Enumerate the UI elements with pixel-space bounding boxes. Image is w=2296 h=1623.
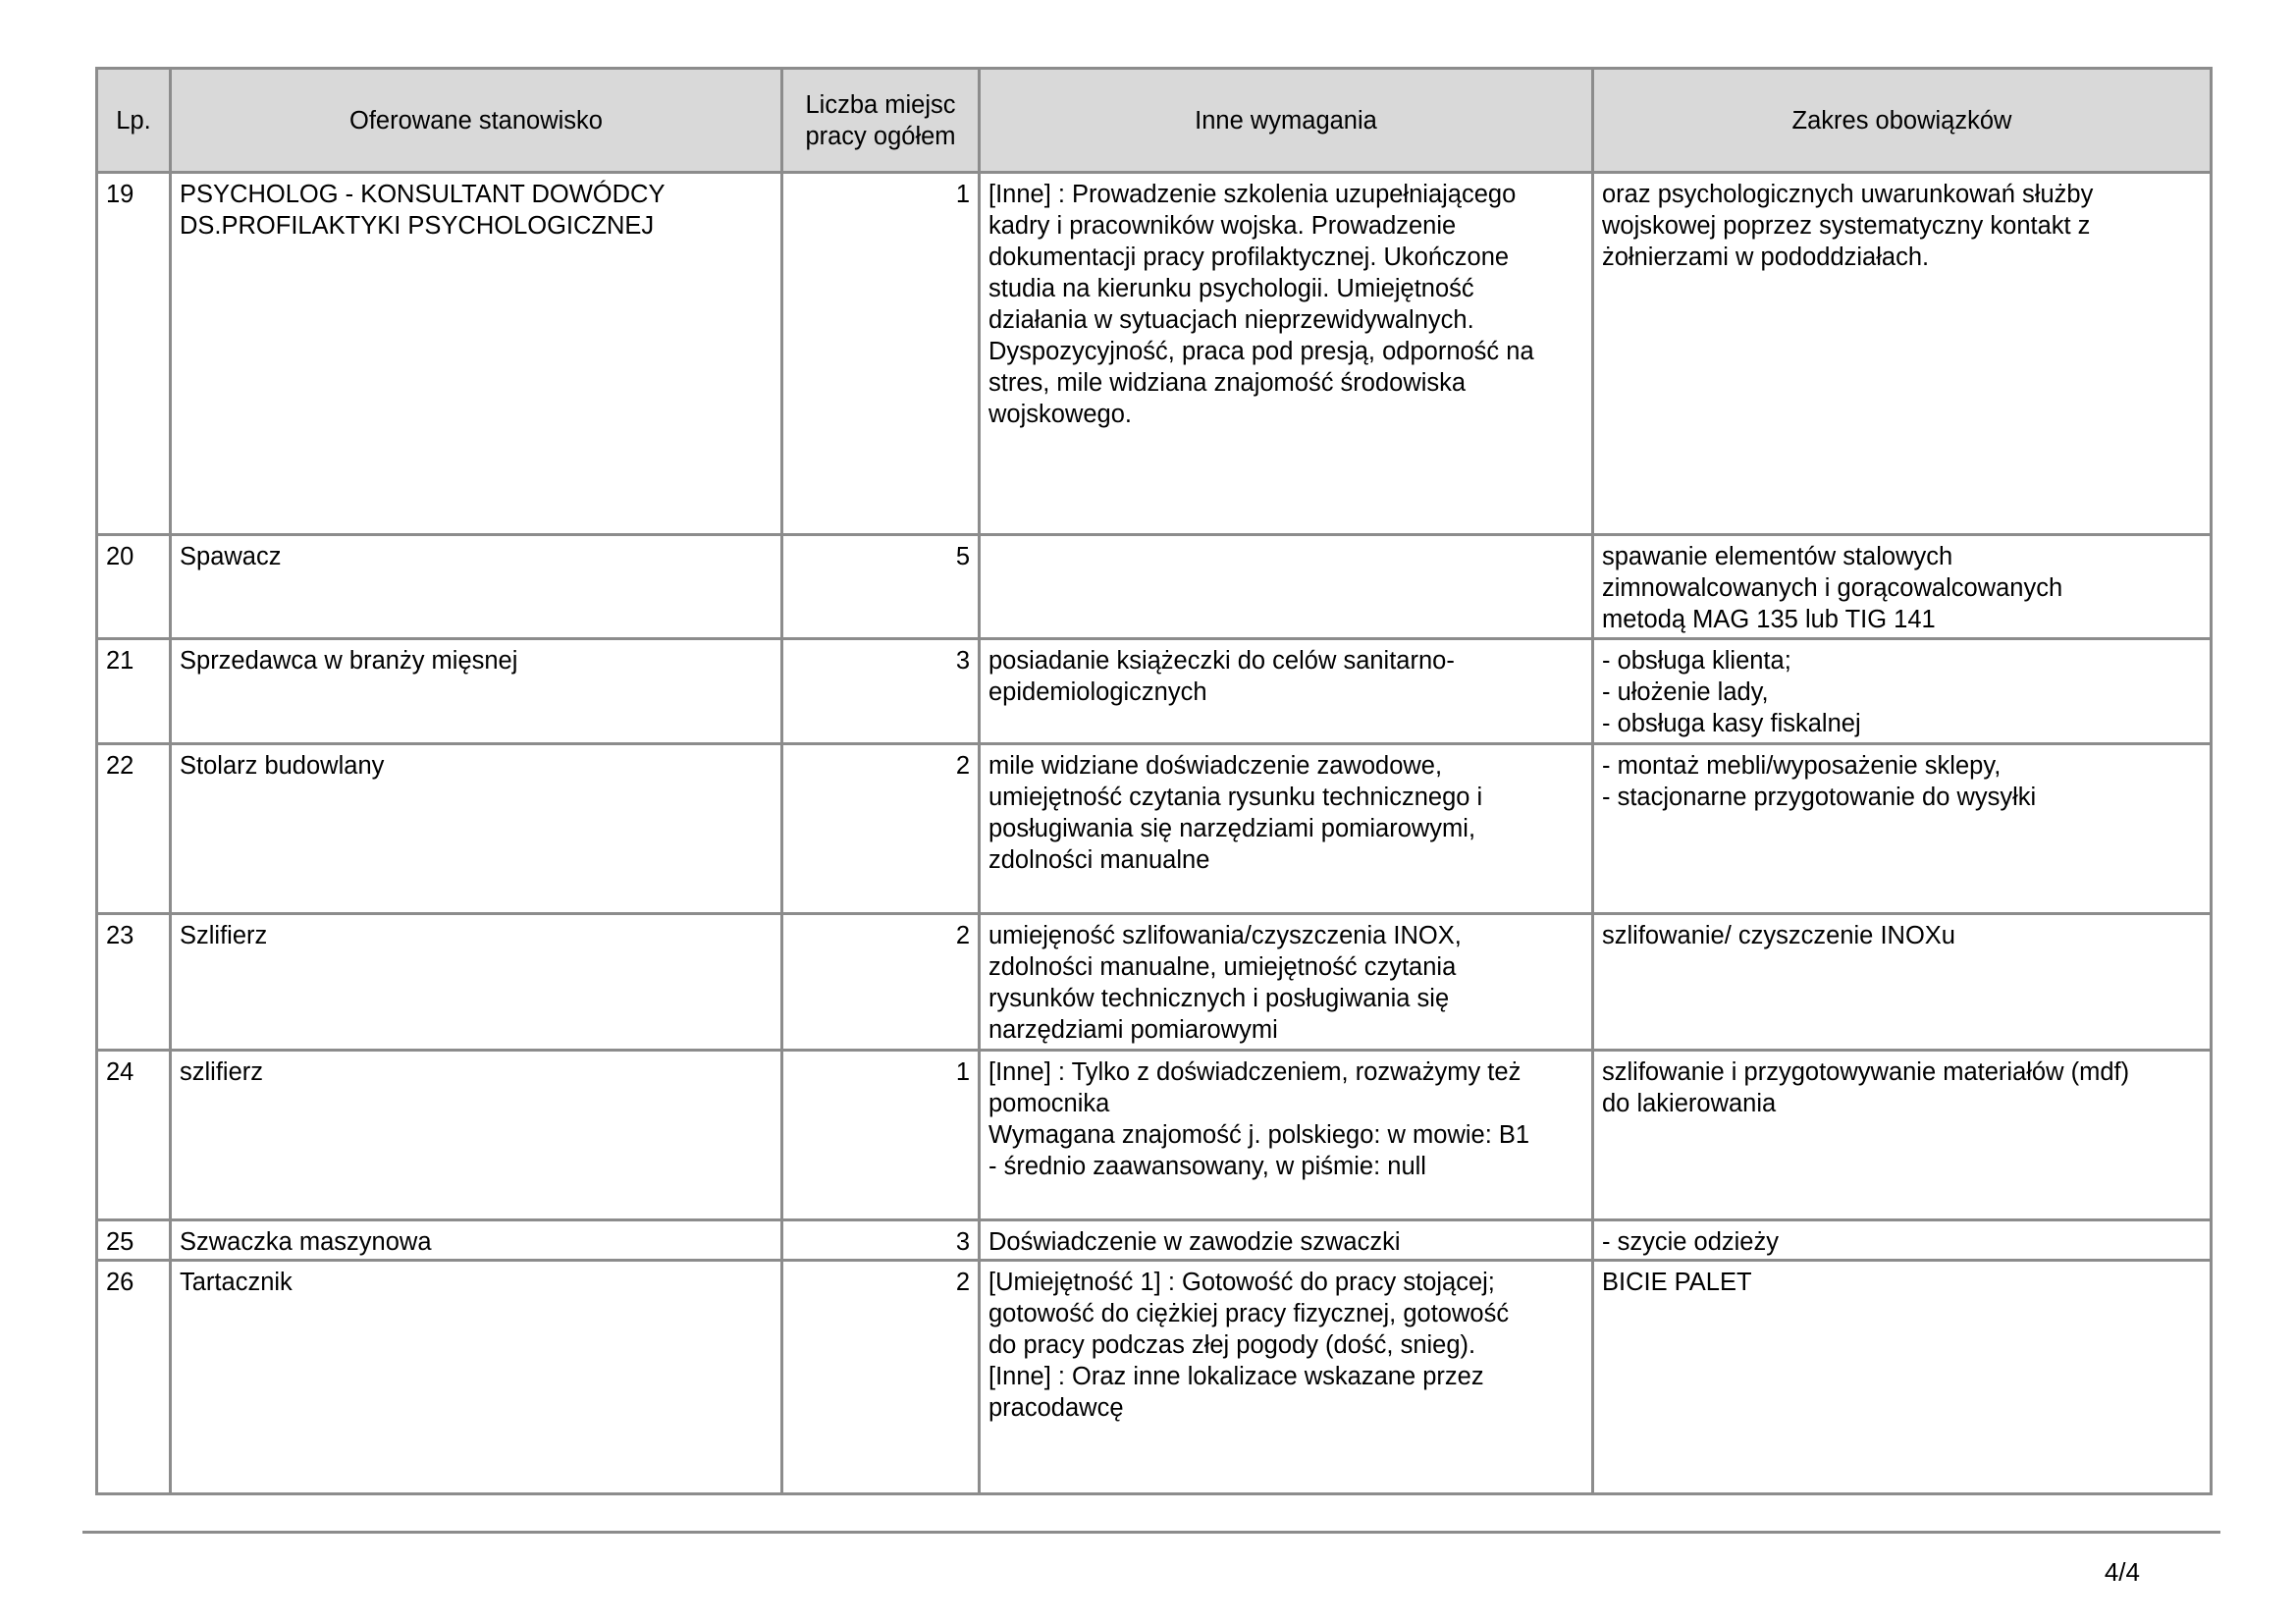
cell-requirements <box>980 535 1593 639</box>
cell-position: Tartacznik <box>171 1261 782 1494</box>
cell-lp: 26 <box>97 1261 171 1494</box>
job-offers-table <box>95 67 2213 1495</box>
table-row <box>97 173 2212 535</box>
cell-count: 2 <box>782 914 980 1051</box>
table-row <box>97 914 2212 1051</box>
cell-position: szlifierz <box>171 1051 782 1220</box>
header-duties: Zakres obowiązków <box>1593 69 2212 173</box>
cell-count: 2 <box>782 744 980 914</box>
cell-lp: 21 <box>97 639 171 744</box>
table-row <box>97 744 2212 914</box>
cell-lp: 19 <box>97 173 171 535</box>
cell-requirements: umiejęność szlifowania/czyszczenia INOX, zdolności manualne, umiejętność czytania rysunków technicznych i posługiwania się narzędziami pomiarowymi <box>980 914 1593 1051</box>
cell-duties: szlifowanie i przygotowywanie materiałów (mdf) do lakierowania <box>1593 1051 2212 1220</box>
footer-divider <box>82 1531 2220 1534</box>
cell-duties: BICIE PALET <box>1593 1261 2212 1494</box>
cell-requirements: Doświadczenie w zawodzie szwaczki <box>980 1220 1593 1261</box>
cell-count: 3 <box>782 1220 980 1261</box>
table-row <box>97 1051 2212 1220</box>
cell-lp: 24 <box>97 1051 171 1220</box>
table-header-row <box>97 69 2212 173</box>
cell-position: Szwaczka maszynowa <box>171 1220 782 1261</box>
cell-duties: szlifowanie/ czyszczenie INOXu <box>1593 914 2212 1051</box>
cell-position: Szlifierz <box>171 914 782 1051</box>
cell-duties: - obsługa klienta; - ułożenie lady, - obsługa kasy fiskalnej <box>1593 639 2212 744</box>
header-position: Oferowane stanowisko <box>171 69 782 173</box>
header-lp: Lp. <box>97 69 171 173</box>
cell-count: 5 <box>782 535 980 639</box>
cell-lp: 22 <box>97 744 171 914</box>
cell-count: 2 <box>782 1261 980 1494</box>
cell-requirements: mile widziane doświadczenie zawodowe, umiejętność czytania rysunku technicznego i posługiwania się narzędziami pomiarowymi, zdolności manualne <box>980 744 1593 914</box>
cell-duties: spawanie elementów stalowych zimnowalcowanych i gorącowalcowanych metodą MAG 135 lub TIG 141 <box>1593 535 2212 639</box>
cell-count: 1 <box>782 173 980 535</box>
table-row <box>97 535 2212 639</box>
cell-position: PSYCHOLOG - KONSULTANT DOWÓDCY DS.PROFILAKTYKI PSYCHOLOGICZNEJ <box>171 173 782 535</box>
cell-lp: 25 <box>97 1220 171 1261</box>
cell-position: Sprzedawca w branży mięsnej <box>171 639 782 744</box>
cell-duties: - montaż mebli/wyposażenie sklepy, - stacjonarne przygotowanie do wysyłki <box>1593 744 2212 914</box>
table-row <box>97 639 2212 744</box>
cell-position: Stolarz budowlany <box>171 744 782 914</box>
header-count: Liczba miejsc pracy ogółem <box>782 69 980 173</box>
table-row <box>97 1220 2212 1261</box>
cell-lp: 20 <box>97 535 171 639</box>
cell-count: 3 <box>782 639 980 744</box>
cell-duties: - szycie odzieży <box>1593 1220 2212 1261</box>
cell-position: Spawacz <box>171 535 782 639</box>
cell-lp: 23 <box>97 914 171 1051</box>
cell-duties: oraz psychologicznych uwarunkowań służby wojskowej poprzez systematyczny kontakt z żołnierzami w pododdziałach. <box>1593 173 2212 535</box>
table-row <box>97 1261 2212 1494</box>
cell-count: 1 <box>782 1051 980 1220</box>
header-requirements: Inne wymagania <box>980 69 1593 173</box>
cell-requirements: [Inne] : Tylko z doświadczeniem, rozważymy też pomocnika Wymagana znajomość j. polskiego: w mowie: B1 - średnio zaawansowany, w piśmie: null <box>980 1051 1593 1220</box>
cell-requirements: [Umiejętność 1] : Gotowość do pracy stojącej; gotowość do ciężkiej pracy fizycznej, gotowość do pracy podczas złej pogody (dość, snieg). [Inne] : Oraz inne lokalizace wskazane przez pracodawcę <box>980 1261 1593 1494</box>
page-number: 4/4 <box>2104 1557 2140 1587</box>
cell-requirements: [Inne] : Prowadzenie szkolenia uzupełniającego kadry i pracowników wojska. Prowadzenie dokumentacji pracy profilaktycznej. Ukończone studia na kierunku psychologii. Umiejętność działania w sytuacjach nieprzewidywalnych. Dyspozycyjność, praca pod presją, odporność na stres, mile widziana znajomość środowiska wojskowego. <box>980 173 1593 535</box>
cell-requirements: posiadanie książeczki do celów sanitarno- epidemiologicznych <box>980 639 1593 744</box>
